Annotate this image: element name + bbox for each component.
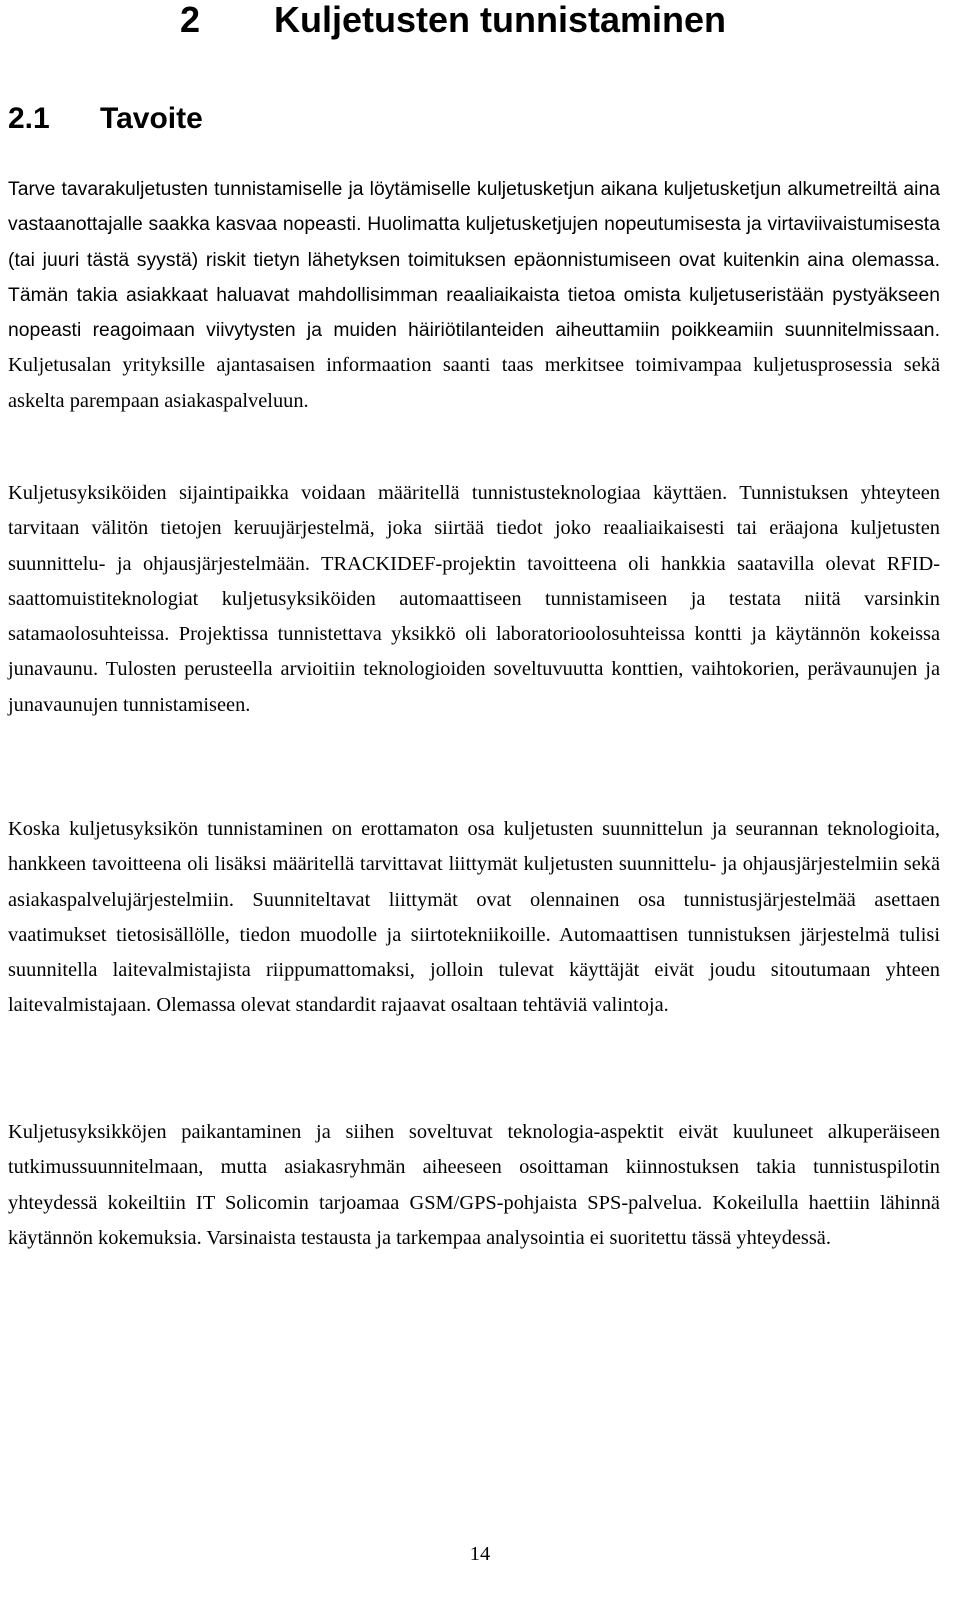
page-number: 14 [469,1543,491,1565]
paragraph-1 [8,172,940,419]
chapter-heading [180,0,726,40]
chapter-title: Kuljetusten tunnistaminen [274,0,727,40]
paragraph-1-serif-text: Kuljetusalan yrityksille ajantasaisen informaation saanti taas merkitsee toimivampaa kuljetusprosessia sekä askelta parempaan asiakaspalveluun. [8,354,940,412]
chapter-number: 2 [180,0,201,40]
paragraph-2: Kuljetusyksiköiden sijaintipaikka voidaan määritellä tunnistusteknologiaa käyttäen. Tunnistuksen yhteyteen tarvitaan välitön tietojen keruujärjestelmä, joka siirtää tiedot joko reaaliaikaisesti tai eräajona kuljetusten suunnittelu- ja ohjausjärjestelmään. TRACKIDEF-projektin tavoitteena oli hankkia saatavilla olevat RFID-saattomuistiteknologiat kuljetusyksiköiden automaattiseen tunnistamiseen ja testata niitä varsinkin satamaolosuhteissa. Projektissa tunnistettava yksikkö oli laboratorioolosuhteissa kontti ja käytännön kokeissa junavaunu. Tulosten perusteella arvioitiin teknologioiden soveltuvuutta konttien, vaihtokorien, perävaunujen ja junavaunujen tunnistamiseen. [8,482,940,716]
section-number: 2.1 [8,102,50,135]
paragraph-3: Koska kuljetusyksikön tunnistaminen on erottamaton osa kuljetusten suunnittelun ja seurannan teknologioita, hankkeen tavoitteena oli lisäksi määritellä tarvittavat liittymät kuljetusten suunnittelu- ja ohjausjärjestelmiin sekä asiakaspalvelujärjestelmiin. Suunniteltavat liittymät ovat olennainen osa tunnistusjärjestelmää asettaen vaatimukset tietosisällölle, tiedon muodolle ja siirtotekniikoille. Automaattisen tunnistuksen järjestelmä tulisi suunnitella laitevalmistajista riippumattomaksi, jolloin tulevat käyttäjät eivät joudu sitoutumaan yhteen laitevalmistajaan. Olemassa olevat standardit rajaavat osaltaan tehtäviä valintoja. [8,818,940,1017]
paragraph-1-sans-text: Tarve tavarakuljetusten tunnistamiselle ja löytämiselle kuljetusketjun aikana kuljetusketjun alkumetreiltä aina vastaanottajalle saakka kasvaa nopeasti. Huolimatta kuljetusketjujen nopeutumisesta ja virtaviivaistumisesta (tai juuri tästä syystä) riskit tietyn lähetyksen toimituksen epäonnistumiseen ovat kuitenkin aina olemassa. Tämän takia asiakkaat haluavat mahdollisimman reaaliaikaista tietoa omista kuljetuseristään pystyäkseen nopeasti reagoimaan viivytysten ja muiden häiriötilanteiden aiheuttamiin poikkeamiin suunnitelmissaan. [8,179,940,342]
section-heading [8,101,203,137]
section-title: Tavoite [100,102,203,135]
paragraph-4: Kuljetusyksikköjen paikantaminen ja siihen soveltuvat teknologia-aspektit eivät kuuluneet alkuperäiseen tutkimussuunnitelmaan, mutta asiakasryhmän aiheeseen osoittaman kiinnostuksen takia tunnistuspilotin yhteydessä kokeiltiin IT Solicomin tarjoamaa GSM/GPS-pohjaista SPS-palvelua. Kokeilulla haettiin lähinnä käytännön kokemuksia. Varsinaista testausta ja tarkempaa analysointia ei suoritettu tässä yhteydessä. [8,1121,940,1249]
